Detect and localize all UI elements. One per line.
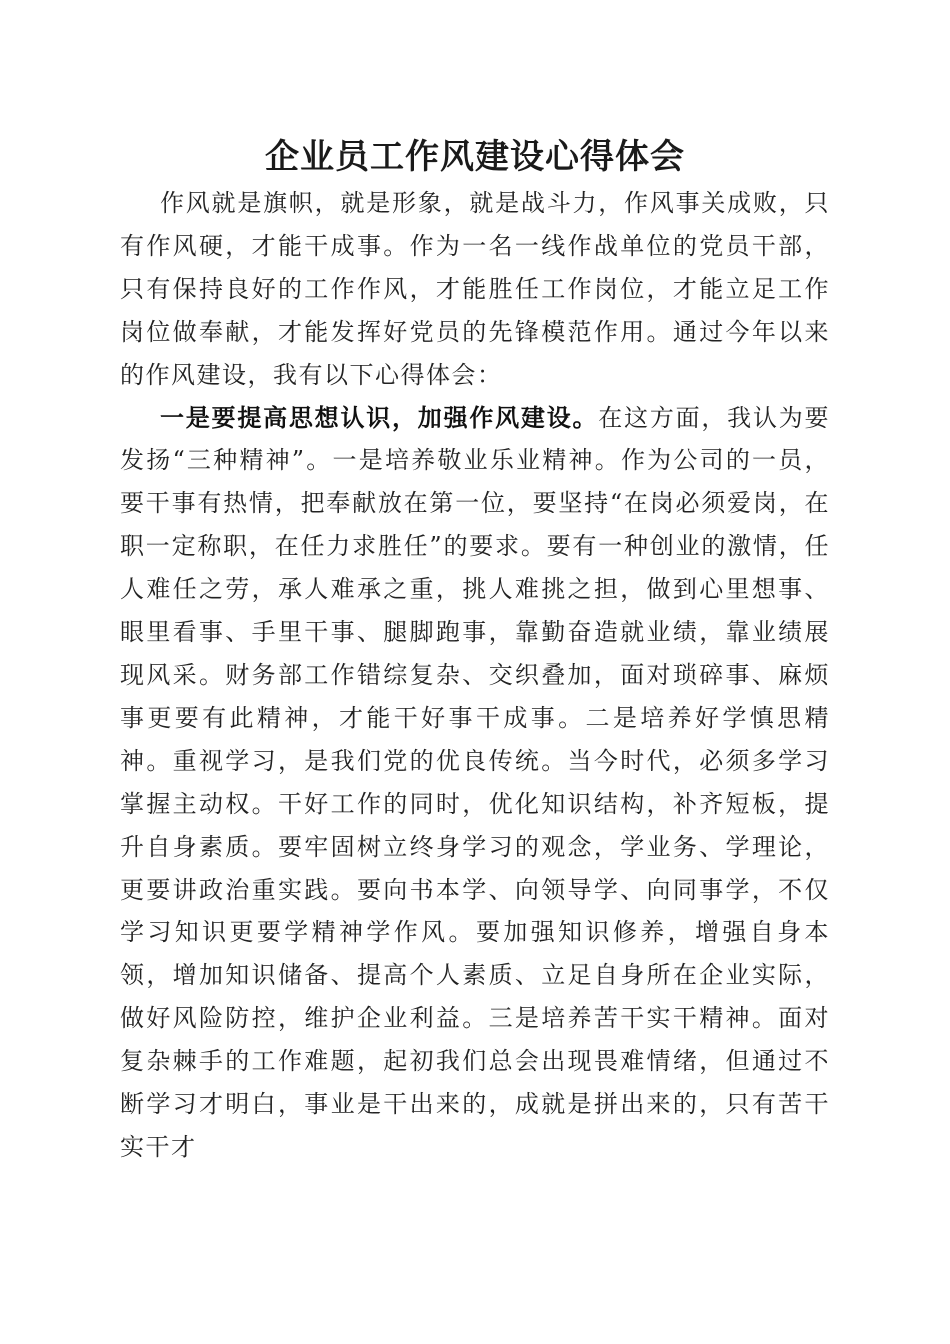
document-body <box>120 182 830 1169</box>
paragraph-point-one-lead: 一是要提高思想认识，加强作风建设。 <box>160 402 599 432</box>
paragraph-intro-text: 作风就是旗帜，就是形象，就是战斗力，作风事关成败，只有作风硬，才能干成事。作为一名一线作战单位的党员干部，只有保持良好的工作作风，才能胜任工作岗位，才能立足工作岗位做奉献，才能发挥好党员的先锋模范作用。通过今年以来的作风建设，我有以下心得体会： <box>120 189 830 389</box>
paragraph-point-one-text: 在这方面，我认为要发扬“三种精神”。一是培养敬业乐业精神。作为公司的一员，要干事有热情，把奉献放在第一位，要坚持“在岗必须爱岗，在职一定称职，在任力求胜任”的要求。要有一种创业的激情，任人难任之劳，承人难承之重，挑人难挑之担，做到心里想事、眼里看事、手里干事、腿脚跑事，靠勤奋造就业绩，靠业绩展现风采。财务部工作错综复杂、交织叠加，面对琐碎事、麻烦事更要有此精神，才能干好事干成事。二是培养好学慎思精神。重视学习，是我们党的优良传统。当今时代，必须多学习掌握主动权。干好工作的同时，优化知识结构，补齐短板，提升自身素质。要牢固树立终身学习的观念，学业务、学理论，更要讲政治重实践。要向书本学、向领导学、向同事学，不仅学习知识更要学精神学作风。要加强知识修养，增强自身本领，增加知识储备、提高个人素质、立足自身所在企业实际，做好风险防控，维护企业利益。三是培养苦干实干精神。面对复杂棘手的工作难题，起初我们总会出现畏难情绪，但通过不断学习才明白，事业是干出来的，成就是拼出来的，只有苦干实干才 <box>120 403 831 1161</box>
paragraph-point-one <box>120 397 830 1169</box>
paragraph-intro <box>120 182 830 397</box>
document-title: 企业员工作风建设心得体会 <box>265 137 685 177</box>
